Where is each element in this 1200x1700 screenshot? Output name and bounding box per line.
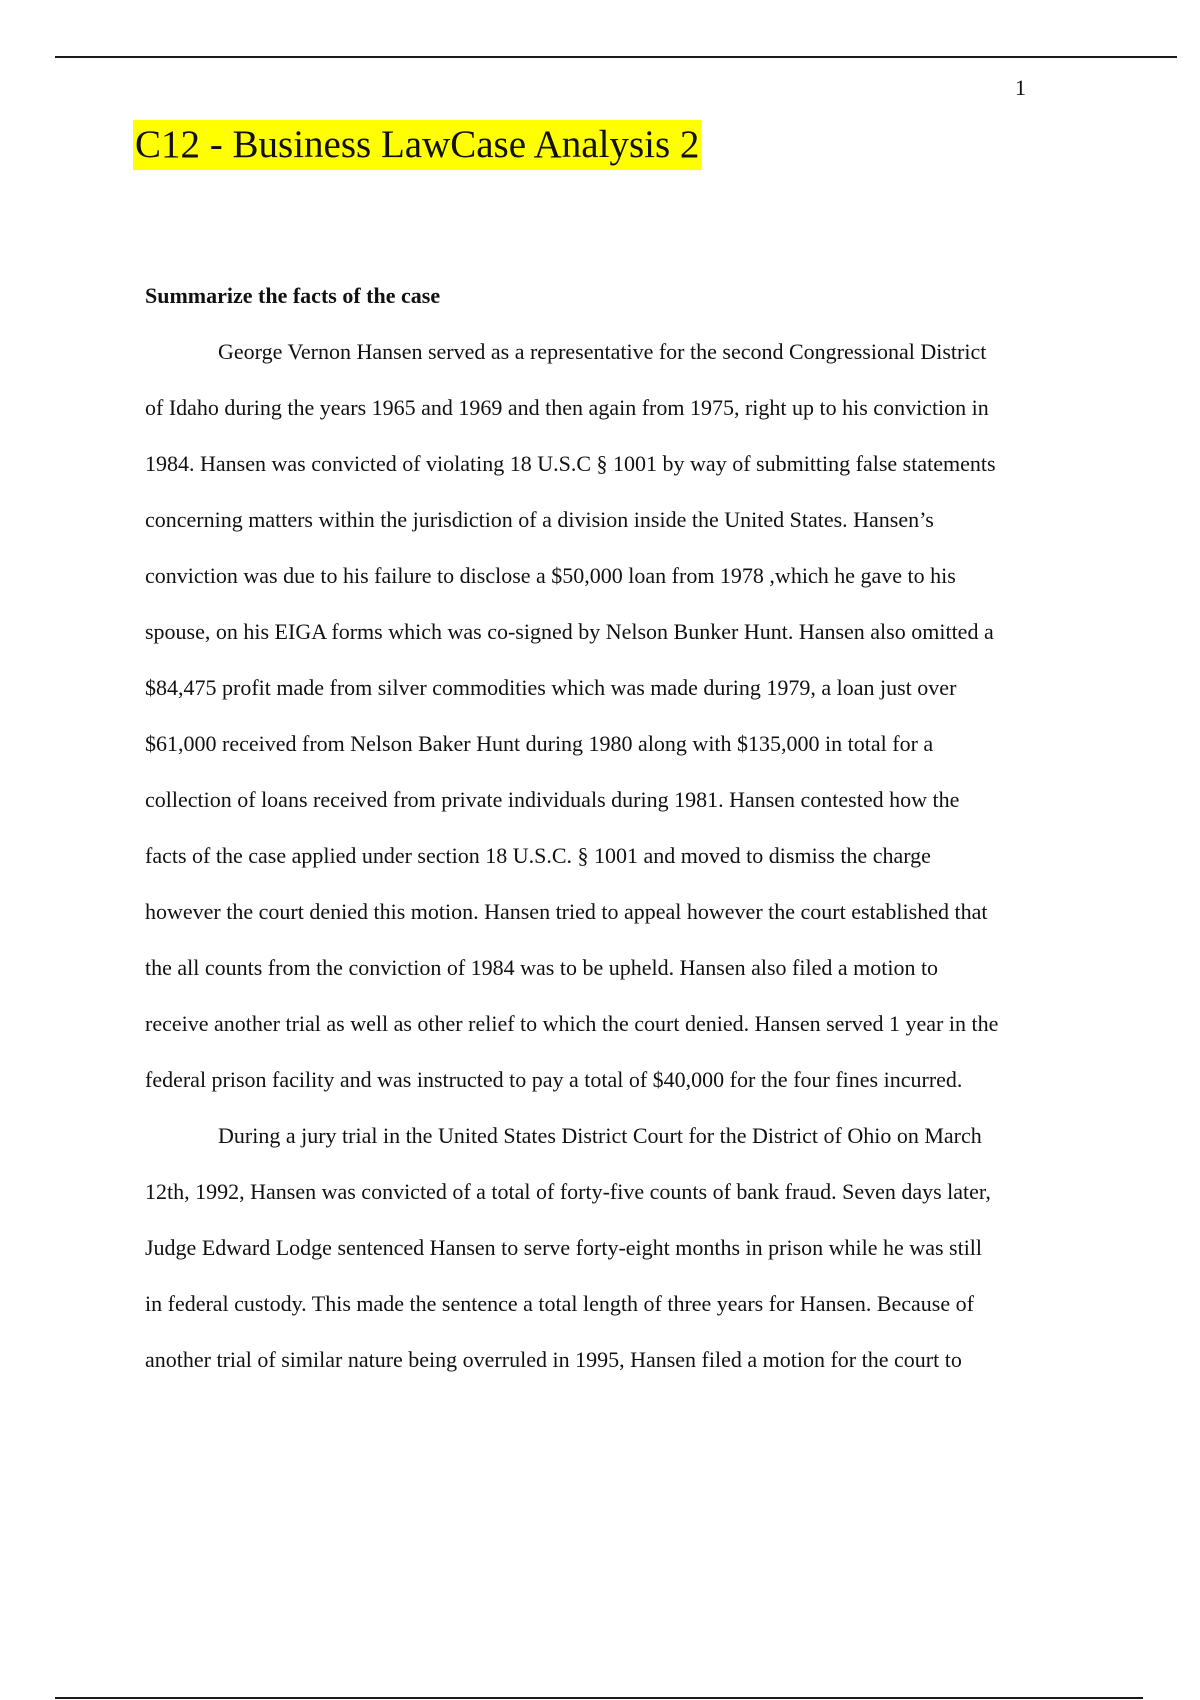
document-title: C12 - Business LawCase Analysis 2 xyxy=(133,120,701,170)
paragraph-line: in federal custody. This made the sentence a total length of three years for Hansen. Because of xyxy=(145,1291,974,1316)
page-number: 1 xyxy=(1015,75,1026,100)
paragraph-line: the all counts from the conviction of 1984 was to be upheld. Hansen also filed a motion to xyxy=(145,955,939,980)
footer-rule xyxy=(55,1697,1143,1699)
paragraph-line: facts of the case applied under section 18 U.S.C. § 1001 and moved to dismiss the charge xyxy=(145,843,931,868)
paragraph-line: 1984. Hansen was convicted of violating 18 U.S.C § 1001 by way of submitting false statements xyxy=(145,451,996,476)
paragraph-line: 12th, 1992, Hansen was convicted of a total of forty-five counts of bank fraud. Seven days later, xyxy=(145,1179,991,1204)
header-rule xyxy=(55,56,1177,58)
paragraph-line: Judge Edward Lodge sentenced Hansen to serve forty-eight months in prison while he was still xyxy=(145,1235,983,1260)
paragraph-line: however the court denied this motion. Hansen tried to appeal however the court established that xyxy=(145,899,988,924)
paragraph-line: During a jury trial in the United States District Court for the District of Ohio on March xyxy=(218,1123,982,1148)
section-heading: Summarize the facts of the case xyxy=(145,283,441,308)
paragraph-line: of Idaho during the years 1965 and 1969 and then again from 1975, right up to his conviction in xyxy=(145,395,989,420)
paragraph-line: $61,000 received from Nelson Baker Hunt during 1980 along with $135,000 in total for a xyxy=(145,731,934,756)
paragraph-line: $84,475 profit made from silver commodities which was made during 1979, a loan just over xyxy=(145,675,957,700)
paragraph-line: George Vernon Hansen served as a representative for the second Congressional District xyxy=(218,339,987,364)
paragraph-line: receive another trial as well as other relief to which the court denied. Hansen served 1 year in the xyxy=(145,1011,999,1036)
paragraph-line: conviction was due to his failure to disclose a $50,000 loan from 1978 ,which he gave to his xyxy=(145,563,956,588)
paragraph-line: collection of loans received from private individuals during 1981. Hansen contested how the xyxy=(145,787,960,812)
body-text xyxy=(145,324,1085,1388)
paragraph-line: concerning matters within the jurisdiction of a division inside the United States. Hansen’s xyxy=(145,507,934,532)
paragraph-line: spouse, on his EIGA forms which was co-signed by Nelson Bunker Hunt. Hansen also omitted a xyxy=(145,619,994,644)
paragraph-line: federal prison facility and was instructed to pay a total of $40,000 for the four fines incurred. xyxy=(145,1067,963,1092)
paragraph-line: another trial of similar nature being overruled in 1995, Hansen filed a motion for the court to xyxy=(145,1347,962,1372)
